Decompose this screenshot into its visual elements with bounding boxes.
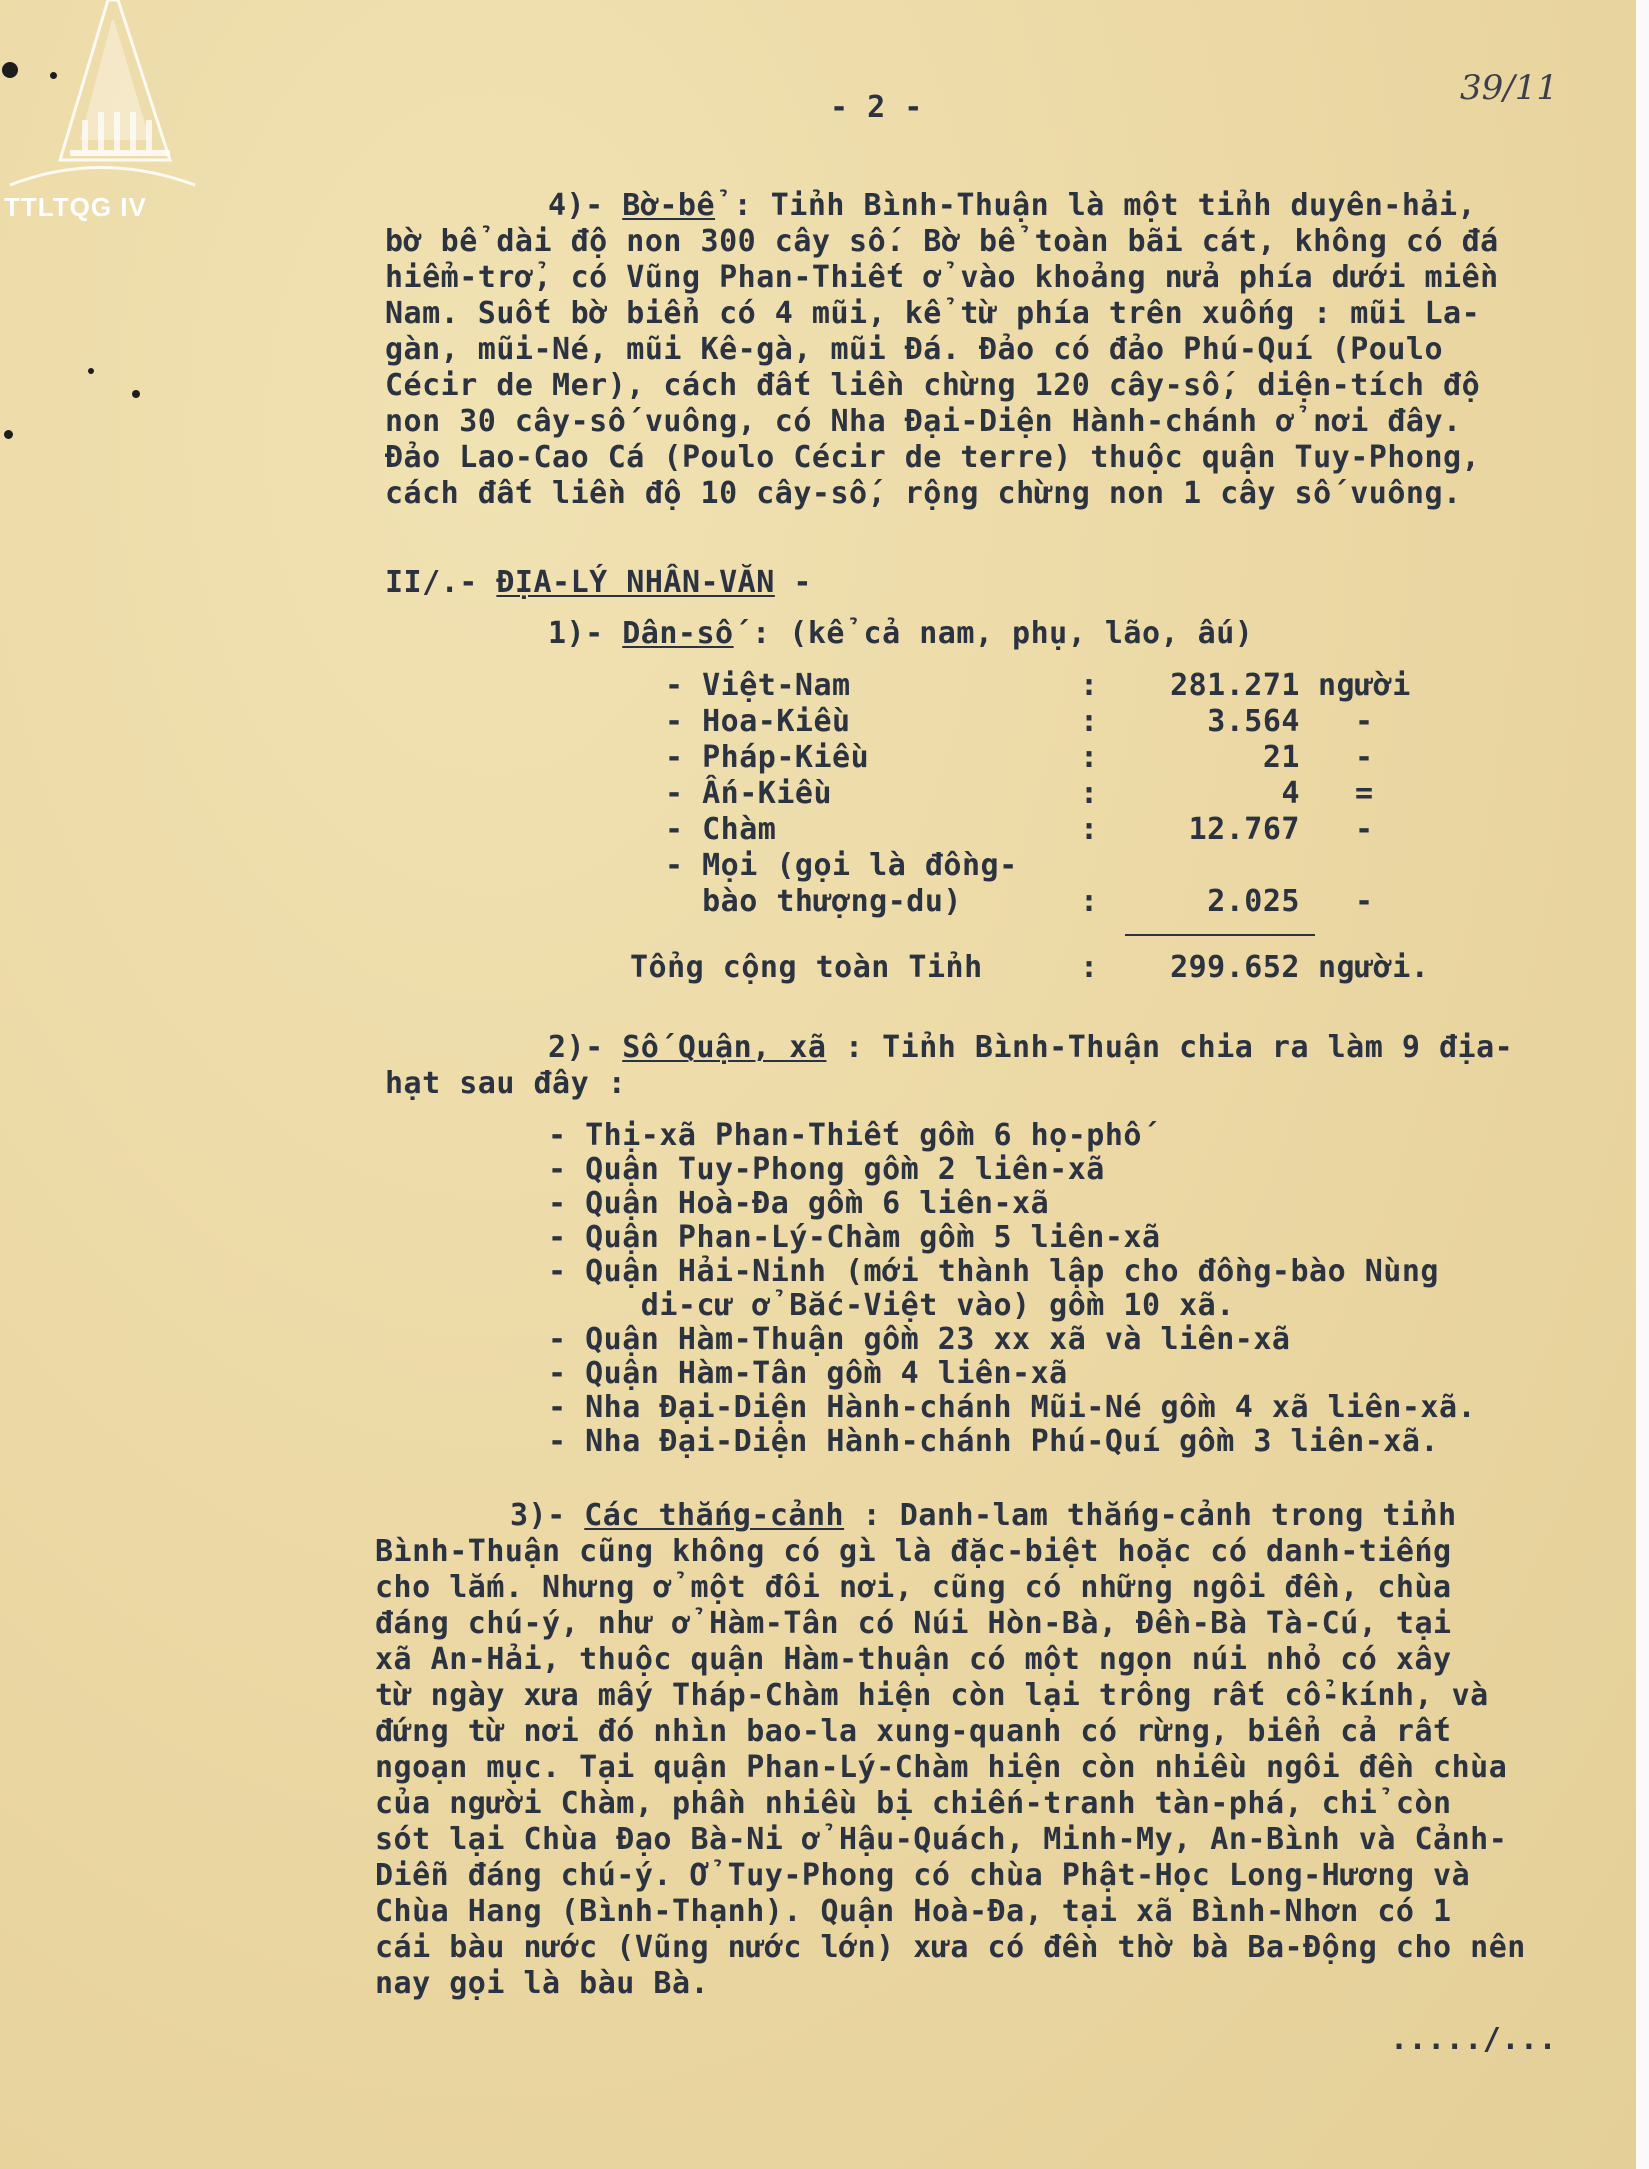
text-line: đứng từ nơi đó nhìn bao-la xung-quanh có rừng, biển cả rất	[375, 1714, 1452, 1749]
text-line: đáng chú-ý, như ở Hàm-Tân có Núi Hòn-Bà, Đền-Bà Tà-Cú, tại	[375, 1606, 1452, 1641]
sum-rule	[1125, 934, 1315, 936]
archive-logo-icon	[0, 0, 200, 220]
list-item: - Quận Phan-Lý-Chàm gồm 5 liên-xã	[548, 1220, 1161, 1255]
ink-speck	[88, 368, 94, 374]
text-line: ngoạn mục. Tại quận Phan-Lý-Chàm hiện còn nhiều ngôi đền chùa	[375, 1750, 1508, 1785]
ink-speck	[132, 390, 140, 398]
list-item: - Quận Hoà-Đa gồm 6 liên-xã	[548, 1186, 1050, 1221]
text-line: Diễn đáng chú-ý. Ở Tuy-Phong có chùa Phật-Học Long-Hương và	[375, 1858, 1471, 1893]
part-two-heading-line: II/.- ĐỊA-LÝ NHÂN-VĂN -	[385, 565, 812, 600]
page-number: - 2 -	[830, 90, 923, 125]
text-line: sót lại Chùa Đạo Bà-Ni ở Hậu-Quách, Minh-My, An-Bình và Cảnh-	[375, 1822, 1508, 1857]
text-line: Bình-Thuận cũng không có gì là đặc-biệt hoặc có danh-tiếng	[375, 1534, 1452, 1569]
punch-hole	[2, 62, 18, 78]
population-heading-line: 1)- Dân-số : (kể cả nam, phụ, lão, ấu)	[548, 616, 1254, 651]
text-line: xã An-Hải, thuộc quận Hàm-thuận có một ngọn núi nhỏ có xây	[375, 1642, 1452, 1677]
archive-logo-text: TTLTQG IV	[4, 192, 147, 222]
list-item: - Thị-xã Phan-Thiết gồm 6 họ-phố	[548, 1118, 1142, 1153]
text-line: cái bàu nước (Vũng nước lớn) xưa có đền thờ bà Ba-Động cho nên	[375, 1930, 1526, 1965]
text-line: Nam. Suốt bờ biển có 4 mũi, kể từ phía trên xuống : mũi La-	[385, 296, 1481, 331]
list-item: di-cư ở Bắc-Việt vào) gồm 10 xã.	[548, 1288, 1235, 1323]
text-line: cách đất liền độ 10 cây-số, rộng chừng non 1 cây số vuông.	[385, 476, 1462, 511]
list-item: - Quận Hàm-Thuận gồm 23 xx xã và liên-xã	[548, 1322, 1291, 1357]
text-line: gàn, mũi-Né, mũi Kê-gà, mũi Đá. Đảo có đảo Phú-Quí (Poulo	[385, 332, 1444, 367]
coast-heading-line: 4)- Bờ-bể : Tỉnh Bình-Thuận là một tỉnh duyên-hải,	[548, 188, 1477, 223]
text-line: cho lắm. Nhưng ở một đôi nơi, cũng có những ngôi đền, chùa	[375, 1570, 1452, 1605]
text-line: bờ bể dài độ non 300 cây số. Bờ bể toàn bãi cát, không có đá	[385, 224, 1499, 259]
scenery-heading: Các thắng-cảnh	[584, 1498, 845, 1533]
scenery-heading-line: 3)- Các thắng-cảnh : Danh-lam thắng-cảnh trong tỉnh	[510, 1498, 1457, 1533]
list-item: - Quận Hàm-Tân gồm 4 liên-xã	[548, 1356, 1068, 1391]
districts-heading: Số Quận, xã	[622, 1030, 827, 1065]
document-page: TTLTQG IV - 2 - 39/11 4)- Bờ-bể : Tỉnh Bình-Thuận là một tỉnh duyên-hải, bờ bể dài độ non 300 cây số. Bờ bể toàn bãi cát, không có đá hiểm-trở, có Vũng Phan-Thiết ở vào khoảng nửa phía dưới miền Nam. Suốt bờ biển có 4 mũi, kể từ phía trên xuống : mũi La- gàn, mũi-Né, mũi Kê-gà, mũi Đá. Đảo có đảo Phú-Quí (Poulo Cécir de Mer), cách đất liền chừng 120 cây-số, diện-tích độ non 30 cây-số vuông, có Nha Đại-Diện Hành-chánh ở nơi đây. Đảo Lao-Cao Cá (Poulo Cécir de terre) thuộc quận Tuy-Phong, cách đất liền độ 10 cây-số, rộng chừng non 1 cây số vuông. II/.- ĐỊA-LÝ NHÂN-VĂN - 1)- Dân-số : (kể cả nam, phụ, lão, ấu) - Việt-Nam : 281.271 người - Hoa-Kiều : 3.564 - - Pháp-Kiều : 21 - - Ấn-Kiều : 4 = - Chàm : 12.767 - - Mọi (gọi là đồng- bào thượng-du) : 2.025 - Tổng cộng toàn Tỉnh : 299.652 người. 2)- Số Quận, xã : Tỉnh Bình-Thuận chia ra làm 9 địa- hạt sau đây : - Thị-xã Phan-Thiết gồm 6 họ-phố - Quận Tuy-Phong gồm 2 liên-xã - Quận Hoà-Đa gồm 6 liên-xã - Quận Phan-Lý-Chàm gồm 5 liên-xã - Quận Hải-Ninh (mới thành lập cho đồng-bào Nùng di-cư ở Bắc-Việt vào) gồm 10 xã. - Quận Hàm-Thuận gồm 23 xx xã và liên-xã - Quận Hàm-Tân gồm 4 liên-xã - Nha Đại-Diện Hành-chánh Mũi-Né gồm 4 xã liên-xã. - Nha Đại-Diện Hành-chánh Phú-Quí gồm 3 liên-xã. 3)- Các thắng-cảnh : Danh-lam thắng-cảnh trong tỉnh Bình-Thuận cũng không có gì là đặc-biệt hoặc có danh-tiếng cho lắm. Nhưng ở một đôi nơi, cũng có những ngôi đền, chùa đáng chú-ý, như ở Hàm-Tân có Núi Hòn-Bà, Đền-Bà Tà-Cú, tại xã An-Hải, thuộc quận Hàm-thuận có một ngọn núi nhỏ có xây từ ngày xưa mấy Tháp-Chàm hiện còn lại trông rất cổ-kính, và đứng từ nơi đó nhìn bao-la xung-quanh có rừng, biển cả rất ngoạn mục. Tại quận Phan-Lý-Chàm hiện còn nhiều ngôi đền chùa của người Chàm, phần nhiều bị chiến-tranh tàn-phá, chỉ còn sót lại Chùa Đạo Bà-Ni ở Hậu-Quách, Minh-My, An-Bình và Cảnh- Diễn đáng chú-ý. Ở Tuy-Phong có chùa Phật-Học Long-Hương và Chùa Hang (Bình-Thạnh). Quận Hoà-Đa, tại xã Bình-Nhơn có 1 cái bàu nước (Vũng nước lớn) xưa có đền thờ bà Ba-Động cho nên nay gọi là bàu Bà. ...../...	[0, 0, 1636, 2169]
text-line: hạt sau đây :	[385, 1066, 627, 1101]
part-two-heading: ĐỊA-LÝ NHÂN-VĂN	[496, 565, 775, 600]
text-line: non 30 cây-số vuông, có Nha Đại-Diện Hành-chánh ở nơi đây.	[385, 404, 1462, 439]
text-line: Cécir de Mer), cách đất liền chừng 120 cây-số, diện-tích độ	[385, 368, 1481, 403]
list-item: - Quận Hải-Ninh (mới thành lập cho đồng-bào Nùng	[548, 1254, 1439, 1289]
text-line: hiểm-trở, có Vũng Phan-Thiết ở vào khoảng nửa phía dưới miền	[385, 260, 1499, 295]
list-item: - Nha Đại-Diện Hành-chánh Mũi-Né gồm 4 xã liên-xã.	[548, 1390, 1477, 1425]
ink-speck	[4, 430, 13, 439]
text-line: từ ngày xưa mấy Tháp-Chàm hiện còn lại trông rất cổ-kính, và	[375, 1678, 1489, 1713]
ink-speck	[50, 72, 57, 79]
continuation-mark: ...../...	[1390, 2022, 1558, 2057]
handwritten-annotation: 39/11	[1460, 68, 1558, 108]
population-heading: Dân-số	[622, 616, 734, 651]
list-item: - Nha Đại-Diện Hành-chánh Phú-Quí gồm 3 liên-xã.	[548, 1424, 1439, 1459]
coast-heading: Bờ-bể	[622, 188, 716, 223]
text-line: của người Chàm, phần nhiều bị chiến-tranh tàn-phá, chỉ còn	[375, 1786, 1452, 1821]
text-line: nay gọi là bàu Bà.	[375, 1966, 710, 2001]
text-line: Đảo Lao-Cao Cá (Poulo Cécir de terre) thuộc quận Tuy-Phong,	[385, 440, 1481, 475]
districts-heading-line: 2)- Số Quận, xã : Tỉnh Bình-Thuận chia ra làm 9 địa-	[548, 1030, 1514, 1065]
text-line: Chùa Hang (Bình-Thạnh). Quận Hoà-Đa, tại xã Bình-Nhơn có 1	[375, 1894, 1452, 1929]
scan-edge	[1636, 0, 1649, 2169]
list-item: - Quận Tuy-Phong gồm 2 liên-xã	[548, 1152, 1105, 1187]
